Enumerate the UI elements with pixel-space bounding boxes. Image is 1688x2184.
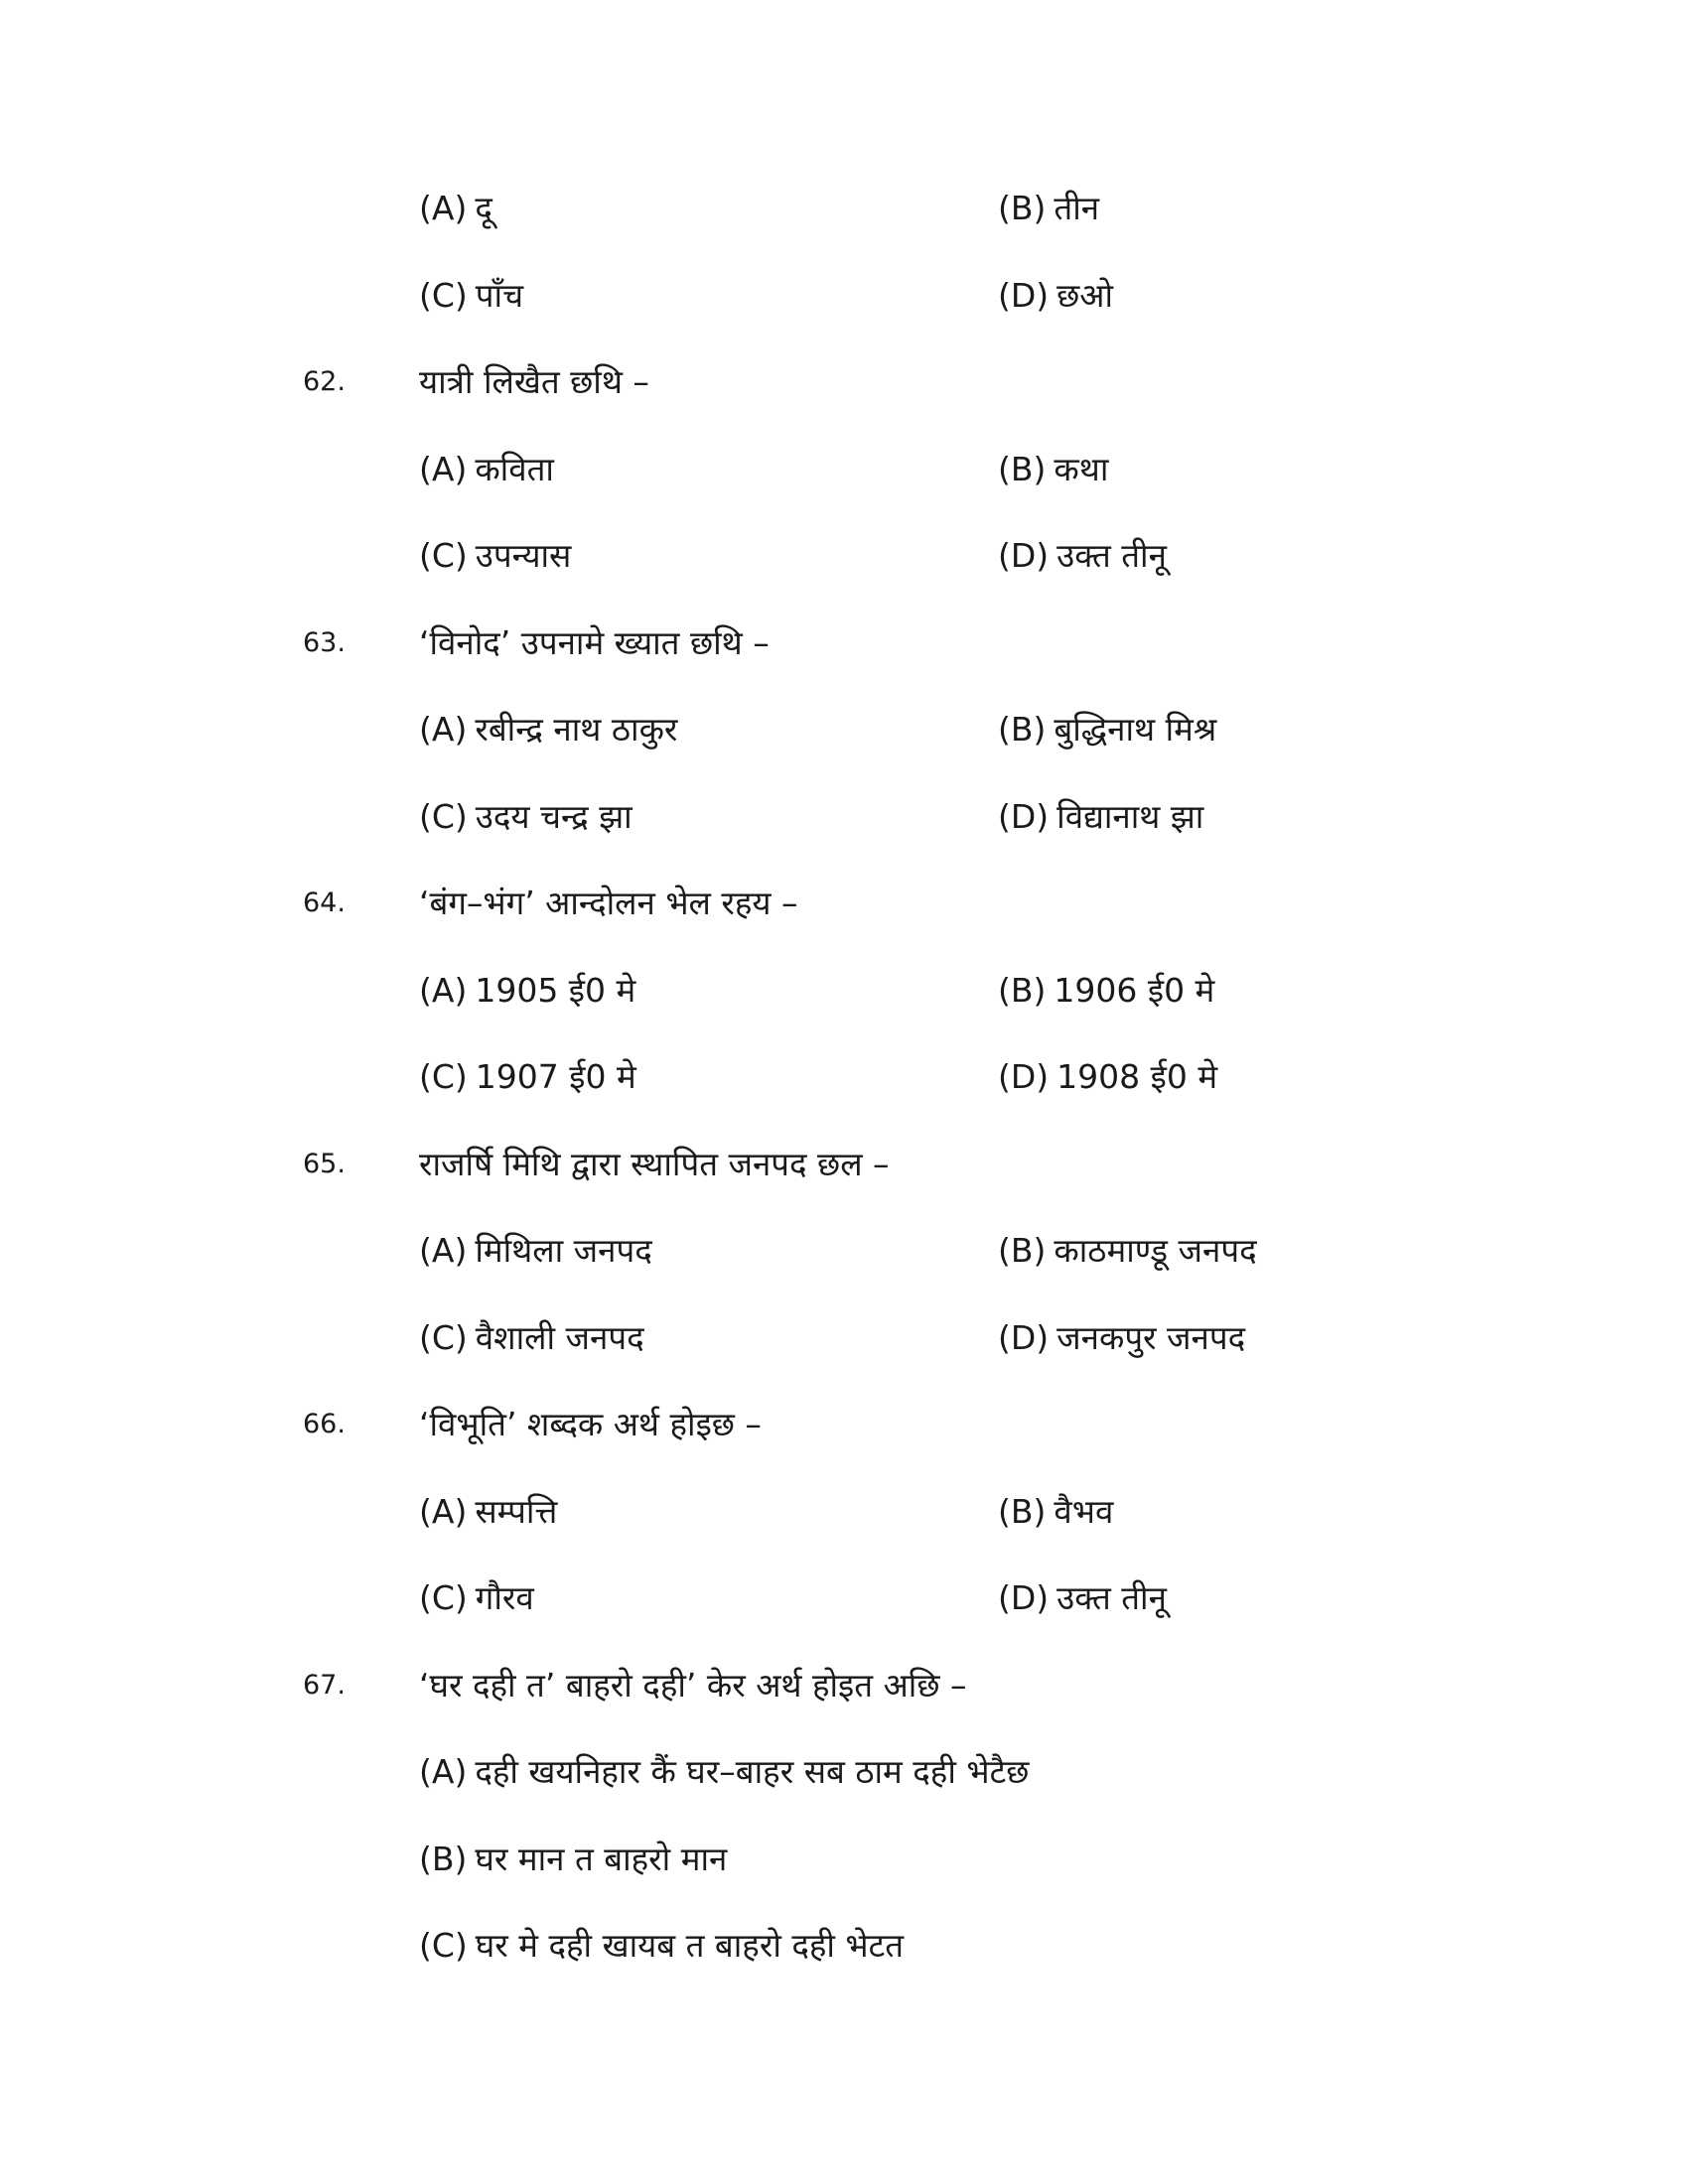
option-c bbox=[419, 1308, 644, 1368]
option-text: कविता bbox=[475, 450, 554, 488]
option-b bbox=[419, 1830, 727, 1889]
option-text: 1905 ई0 मे bbox=[475, 971, 636, 1010]
question-number: 67. bbox=[303, 1670, 346, 1701]
option-text: विद्यानाथ झा bbox=[1056, 797, 1204, 836]
option-a bbox=[419, 1742, 1029, 1802]
option-text: काठमाण्डू जनपद bbox=[1054, 1231, 1257, 1270]
option-d bbox=[998, 1308, 1245, 1368]
option-c bbox=[419, 266, 523, 326]
option-c bbox=[419, 787, 633, 847]
option-text: दू bbox=[475, 189, 492, 227]
option-text: 1907 ई0 मे bbox=[475, 1057, 636, 1096]
option-row bbox=[0, 787, 1688, 847]
option-text: दही खयनिहार कैं घर–बाहर सब ठाम दही भेटैछ bbox=[475, 1752, 1030, 1791]
option-b bbox=[998, 700, 1216, 759]
option-text: वैभव bbox=[1054, 1492, 1114, 1531]
option-a bbox=[419, 700, 677, 759]
option-text: छओ bbox=[1056, 276, 1114, 315]
question-number: 65. bbox=[303, 1149, 346, 1179]
question-number: 66. bbox=[303, 1409, 346, 1439]
option-row bbox=[0, 266, 1688, 326]
question-text: ‘विभूति’ शब्दक अर्थ होइछ – bbox=[419, 1405, 762, 1443]
option-text: मिथिला जनपद bbox=[475, 1231, 652, 1270]
question-text: ‘विनोद’ उपनामे ख्यात छथि – bbox=[419, 623, 770, 662]
option-b bbox=[998, 961, 1214, 1021]
option-d bbox=[998, 1569, 1167, 1628]
option-label: (C) bbox=[419, 1057, 468, 1096]
option-row bbox=[0, 1308, 1688, 1368]
option-text: उदय चन्द्र झा bbox=[475, 797, 633, 836]
option-d bbox=[998, 1047, 1217, 1107]
question-row bbox=[0, 1395, 1688, 1454]
question-number: 63. bbox=[303, 627, 346, 658]
option-label: (D) bbox=[998, 1318, 1050, 1357]
option-row bbox=[0, 179, 1688, 238]
option-row bbox=[0, 1742, 1688, 1802]
option-label: (C) bbox=[419, 1318, 468, 1357]
option-c bbox=[419, 1916, 904, 1976]
option-label: (B) bbox=[998, 710, 1047, 749]
option-b bbox=[998, 1482, 1113, 1542]
option-row bbox=[0, 961, 1688, 1021]
option-a bbox=[419, 1482, 557, 1542]
option-label: (A) bbox=[419, 1231, 468, 1270]
question-row bbox=[0, 352, 1688, 412]
option-d bbox=[998, 266, 1113, 326]
option-text: 1906 ई0 मे bbox=[1054, 971, 1215, 1010]
option-text: घर मे दही खायब त बाहरो दही भेटत bbox=[475, 1926, 905, 1965]
option-b bbox=[998, 440, 1108, 499]
option-label: (D) bbox=[998, 536, 1050, 575]
question-number: 62. bbox=[303, 366, 346, 397]
option-label: (B) bbox=[998, 189, 1047, 227]
question-text: ‘घर दही त’ बाहरो दही’ केर अर्थ होइत अछि – bbox=[419, 1666, 967, 1705]
option-d bbox=[998, 526, 1167, 586]
option-text: 1908 ई0 मे bbox=[1056, 1057, 1218, 1096]
option-label: (D) bbox=[998, 797, 1050, 836]
option-label: (B) bbox=[998, 1492, 1047, 1531]
question-text: ‘बंग–भंग’ आन्दोलन भेल रहय – bbox=[419, 884, 798, 922]
option-label: (B) bbox=[419, 1840, 468, 1878]
option-text: उक्त तीनू bbox=[1056, 1578, 1167, 1617]
option-label: (B) bbox=[998, 450, 1047, 488]
question-number: 64. bbox=[303, 887, 346, 918]
option-label: (C) bbox=[419, 797, 468, 836]
option-text: बुद्धिनाथ मिश्र bbox=[1054, 710, 1217, 749]
option-row bbox=[0, 1569, 1688, 1628]
option-c bbox=[419, 1569, 534, 1628]
option-label: (A) bbox=[419, 1492, 468, 1531]
option-a bbox=[419, 440, 554, 499]
option-label: (C) bbox=[419, 276, 468, 315]
option-row bbox=[0, 1047, 1688, 1107]
option-text: वैशाली जनपद bbox=[475, 1318, 644, 1357]
option-text: पाँच bbox=[475, 276, 524, 315]
option-label: (A) bbox=[419, 189, 468, 227]
question-text: राजर्षि मिथि द्वारा स्थापित जनपद छल – bbox=[419, 1145, 890, 1183]
question-row bbox=[0, 874, 1688, 933]
option-label: (A) bbox=[419, 1752, 468, 1791]
option-row bbox=[0, 1482, 1688, 1542]
option-text: घर मान त बाहरो मान bbox=[475, 1840, 728, 1878]
option-label: (A) bbox=[419, 971, 468, 1010]
option-text: रबीन्द्र नाथ ठाकुर bbox=[475, 710, 678, 749]
option-text: गौरव bbox=[475, 1578, 534, 1617]
option-label: (D) bbox=[998, 1578, 1050, 1617]
option-row bbox=[0, 1221, 1688, 1281]
question-row bbox=[0, 614, 1688, 673]
option-text: सम्पत्ति bbox=[475, 1492, 558, 1531]
option-label: (C) bbox=[419, 536, 468, 575]
option-text: जनकपुर जनपद bbox=[1056, 1318, 1246, 1357]
question-text: यात्री लिखैत छथि – bbox=[419, 362, 649, 401]
question-row bbox=[0, 1135, 1688, 1194]
option-label: (B) bbox=[998, 971, 1047, 1010]
option-a bbox=[419, 1221, 652, 1281]
option-label: (D) bbox=[998, 1057, 1050, 1096]
option-row bbox=[0, 1830, 1688, 1889]
option-row bbox=[0, 1916, 1688, 1976]
option-label: (A) bbox=[419, 710, 468, 749]
option-c bbox=[419, 1047, 636, 1107]
option-row bbox=[0, 526, 1688, 586]
option-text: तीन bbox=[1054, 189, 1100, 227]
option-label: (C) bbox=[419, 1926, 468, 1965]
option-c bbox=[419, 526, 571, 586]
option-row bbox=[0, 700, 1688, 759]
option-text: उक्त तीनू bbox=[1056, 536, 1167, 575]
option-label: (B) bbox=[998, 1231, 1047, 1270]
option-text: कथा bbox=[1054, 450, 1109, 488]
question-row bbox=[0, 1656, 1688, 1715]
option-a bbox=[419, 179, 492, 238]
option-label: (D) bbox=[998, 276, 1050, 315]
option-text: उपन्यास bbox=[475, 536, 572, 575]
option-b bbox=[998, 179, 1099, 238]
option-row bbox=[0, 440, 1688, 499]
option-d bbox=[998, 787, 1203, 847]
option-label: (A) bbox=[419, 450, 468, 488]
option-label: (C) bbox=[419, 1578, 468, 1617]
option-b bbox=[998, 1221, 1257, 1281]
option-a bbox=[419, 961, 635, 1021]
